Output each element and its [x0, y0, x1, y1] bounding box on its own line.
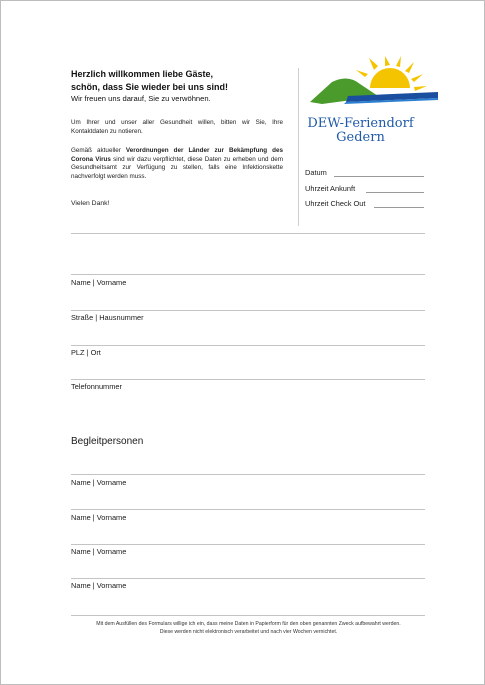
feriendorf-logo: [308, 56, 440, 108]
consent-footer: [61, 621, 436, 636]
checkout-field[interactable]: [374, 207, 424, 208]
companion-2-field[interactable]: [71, 509, 425, 510]
greeting-line-2: schön, dass Sie wieder bei uns sind!: [71, 81, 229, 92]
street-label: Straße | Hausnummer: [71, 313, 144, 322]
brand-line-1: DEW-Feriendorf: [307, 116, 414, 131]
intro-paragraph-2: [71, 147, 283, 181]
companion-2-label: Name | Vorname: [71, 513, 127, 522]
companion-4-label: Name | Vorname: [71, 581, 127, 590]
street-field[interactable]: [71, 310, 425, 311]
checkout-label: Uhrzeit Check Out: [305, 199, 366, 208]
thanks-text: Vielen Dank!: [71, 200, 110, 207]
brand-line-2: Gedern: [336, 130, 385, 145]
footer-line-1: Mit dem Ausfüllen des Formulars willige ich ein, dass meine Daten in Papierform für den oben genannten Zweck aufbewahrt werden.: [96, 621, 401, 627]
city-label: PLZ | Ort: [71, 348, 101, 357]
phone-label: Telefonnummer: [71, 382, 122, 391]
companion-4-field[interactable]: [71, 578, 425, 579]
date-label: Datum: [305, 168, 327, 177]
companion-3-label: Name | Vorname: [71, 547, 127, 556]
companion-3-field[interactable]: [71, 544, 425, 545]
companion-1-field[interactable]: [71, 474, 425, 475]
sun-icon: [356, 56, 427, 91]
companion-1-label: Name | Vorname: [71, 478, 127, 487]
greeting-line-3: Wir freuen uns darauf, Sie zu verwöhnen.: [71, 94, 211, 103]
column-divider: [298, 68, 299, 226]
name-field[interactable]: [71, 274, 425, 275]
header-separator: [71, 233, 425, 234]
arrival-field[interactable]: [366, 192, 424, 193]
greeting-line-1: Herzlich willkommen liebe Gäste,: [71, 69, 214, 79]
phone-field[interactable]: [71, 379, 425, 380]
footer-line-2: Diese werden nicht elektronisch verarbeitet und nach vier Wochen vernichtet.: [159, 628, 338, 635]
greeting-heading: [71, 68, 286, 106]
footer-separator: [71, 615, 425, 616]
intro-paragraph-1: Um Ihrer und unser aller Gesundheit willen, bitten wir Sie, Ihre Kontaktdaten zu notieren.: [71, 119, 283, 135]
city-field[interactable]: [71, 345, 425, 346]
intro-p2-bold: Verordnungen der Länder zur Bekämpfung des Corona Virus: [71, 147, 284, 163]
brand-name: [303, 117, 418, 145]
name-label: Name | Vorname: [71, 278, 127, 287]
arrival-label: Uhrzeit Ankunft: [305, 184, 356, 193]
companions-title: Begleitpersonen: [71, 436, 144, 447]
intro-p2-suffix: sind wir dazu verpflichtet, diese Daten zu erheben und dem Gesundheitsamt zur Verfügung zu stellen, falls eine Infektionskette nachverfolgt werden muss.: [71, 155, 283, 180]
intro-p2-prefix: Gemäß aktueller: [71, 147, 126, 154]
date-field[interactable]: [334, 176, 424, 177]
